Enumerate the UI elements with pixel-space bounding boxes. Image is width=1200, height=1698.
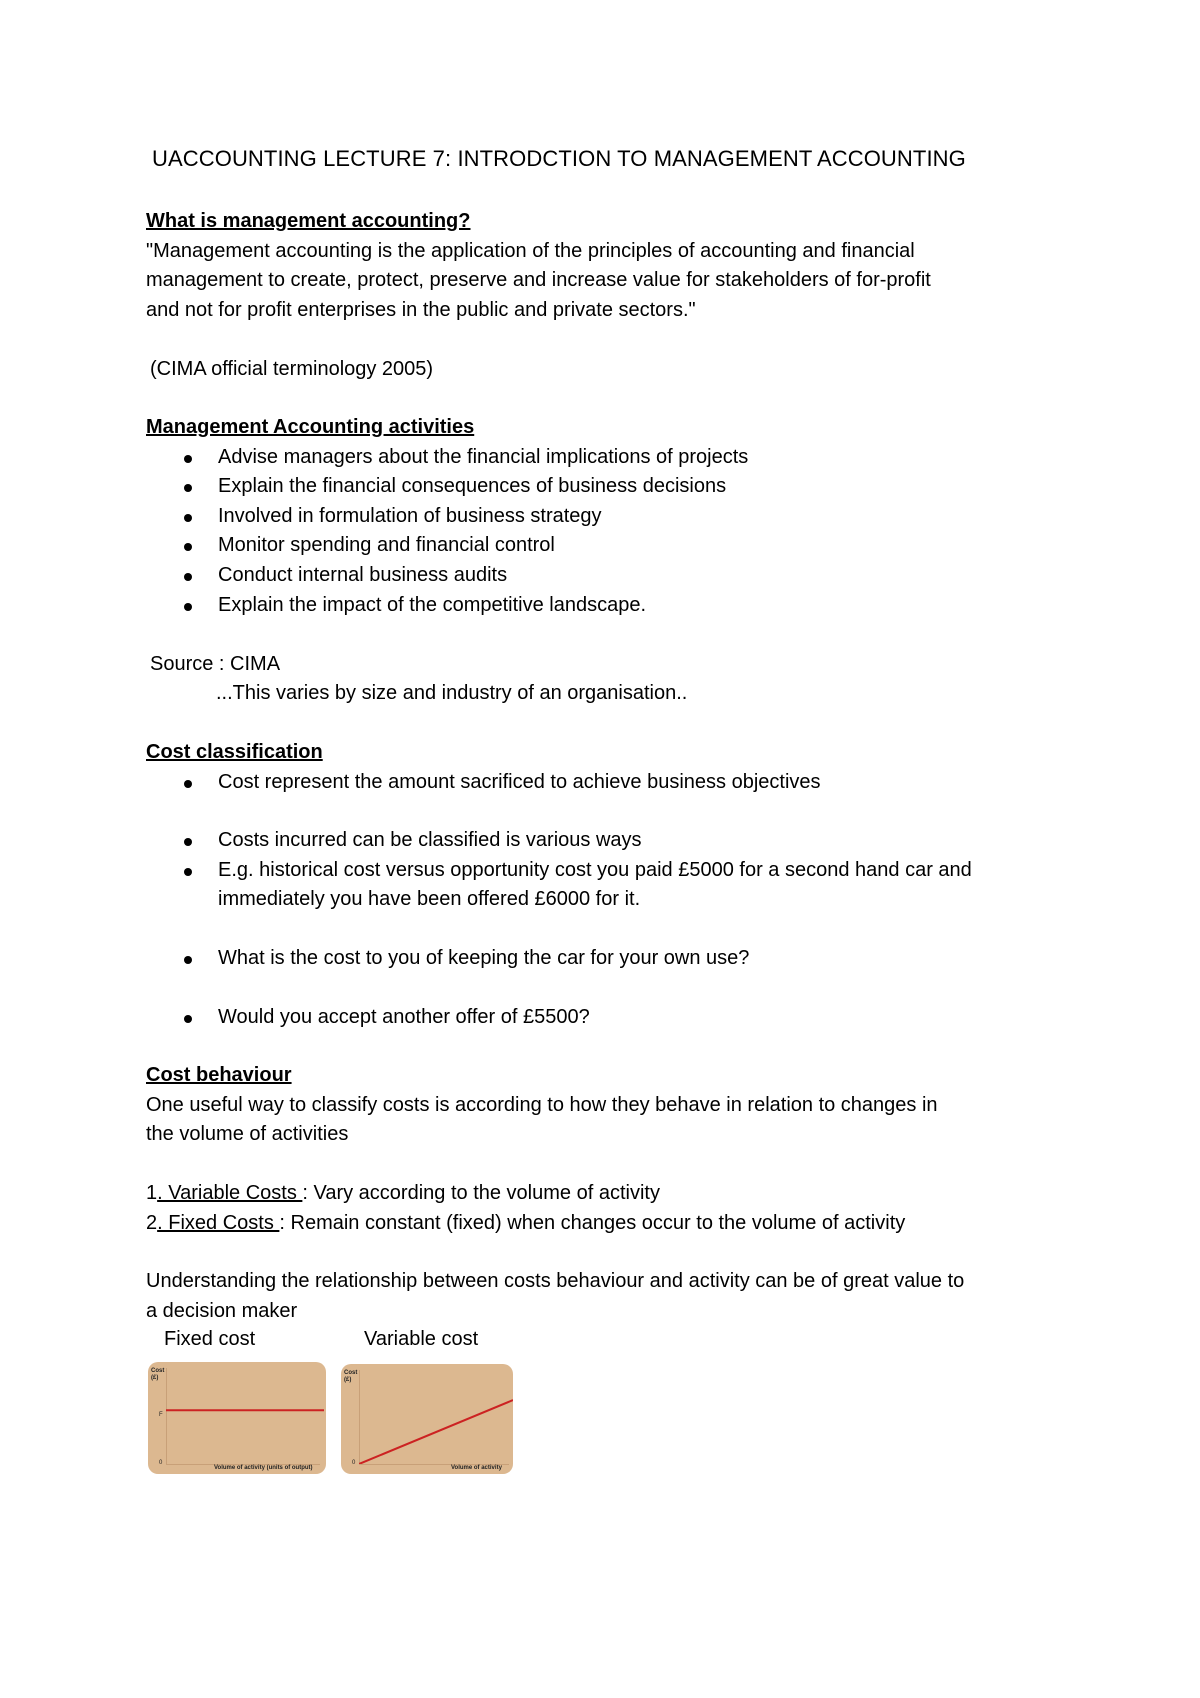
quote-line: and not for profit enterprises in the public and private sectors." [146,298,696,321]
list-item-line: immediately you have been offered £6000 for it. [218,888,641,911]
quote-line: management to create, protect, preserve and increase value for stakeholders of for-profit [146,269,931,292]
section-cost-behaviour [146,1061,1076,1150]
intro-line: the volume of activities [146,1123,349,1146]
list-item: Involved in formulation of business strategy [146,502,1076,532]
y-tick-label: F [159,1412,163,1418]
section-heading: Cost classification [146,741,323,763]
list-item: What is the cost to you of keeping the car for your own use? [146,944,1076,974]
variable-cost-caption: Variable cost [364,1328,479,1350]
list-item: Conduct internal business audits [146,561,1076,591]
citation: (CIMA official terminology 2005) [150,358,434,380]
section-heading: What is management accounting? [146,210,471,232]
closing-paragraph [146,1267,1076,1326]
variable-costs-desc: : Vary according to the volume of activity [302,1182,660,1204]
y-axis-label: Cost (£) [151,1368,165,1381]
list-item-line: E.g. historical cost versus opportunity cost you paid £5000 for a second hand car and [218,858,972,881]
list-item: Would you accept another offer of £5500? [146,1003,1076,1033]
page-title: UACCOUNTING LECTURE 7: INTRODCTION TO MANAGEMENT ACCOUNTING [152,146,966,171]
list-item: Advise managers about the financial implications of projects [146,443,1076,473]
variable-costs-term: . Variable Costs [157,1182,303,1204]
section-what-is [146,207,1076,325]
item-number: 1 [146,1182,158,1204]
origin-label: 0 [159,1460,163,1466]
section-heading: Cost behaviour [146,1064,292,1086]
item-number: 2 [146,1211,158,1234]
closing-line: a decision maker [146,1299,298,1322]
closing-line: Understanding the relationship between costs behaviour and activity can be of great value to [146,1270,965,1292]
activities-list [146,443,1076,621]
variable-cost-chart [341,1364,513,1474]
intro-line: One useful way to classify costs is according to how they behave in relation to changes in [146,1093,938,1116]
section-activities [146,413,1076,620]
y-axis-label: Cost (£) [344,1370,358,1383]
fixed-costs-desc: : Remain constant (fixed) when changes occur to the volume of activity [279,1211,906,1234]
fixed-costs-term: . Fixed Costs [157,1211,280,1234]
fixed-cost-plot [166,1368,324,1464]
cost-types [146,1179,1076,1238]
variable-costs-line [146,1179,1076,1209]
classification-list-2 [146,826,1076,915]
x-axis-label: Volume of activity (units of output) [214,1465,313,1471]
list-item: Monitor spending and financial control [146,531,1076,561]
fixed-cost-caption: Fixed cost [164,1328,256,1350]
variable-cost-line [359,1400,513,1464]
origin-label: 0 [352,1460,356,1466]
variable-cost-plot [359,1370,513,1464]
quote-line: "Management accounting is the application of the principles of accounting and financial [146,239,915,262]
classification-list-3 [146,944,1076,974]
fixed-costs-line [146,1209,1076,1239]
classification-list [146,768,1076,798]
list-item [146,856,1076,915]
list-item: Costs incurred can be classified is various ways [146,826,1076,856]
classification-list-4 [146,1003,1076,1033]
x-axis-label: Volume of activity [451,1465,502,1471]
list-item: Cost represent the amount sacrificed to achieve business objectives [146,768,1076,798]
section-heading: Management Accounting activities [146,416,475,438]
list-item: Explain the impact of the competitive landscape. [146,591,1076,621]
fixed-cost-chart [148,1362,326,1474]
source-note: ...This varies by size and industry of an organisation.. [216,682,688,704]
source-line: Source : CIMA [150,653,281,675]
list-item: Explain the financial consequences of business decisions [146,472,1076,502]
section-cost-classification [146,738,1076,797]
